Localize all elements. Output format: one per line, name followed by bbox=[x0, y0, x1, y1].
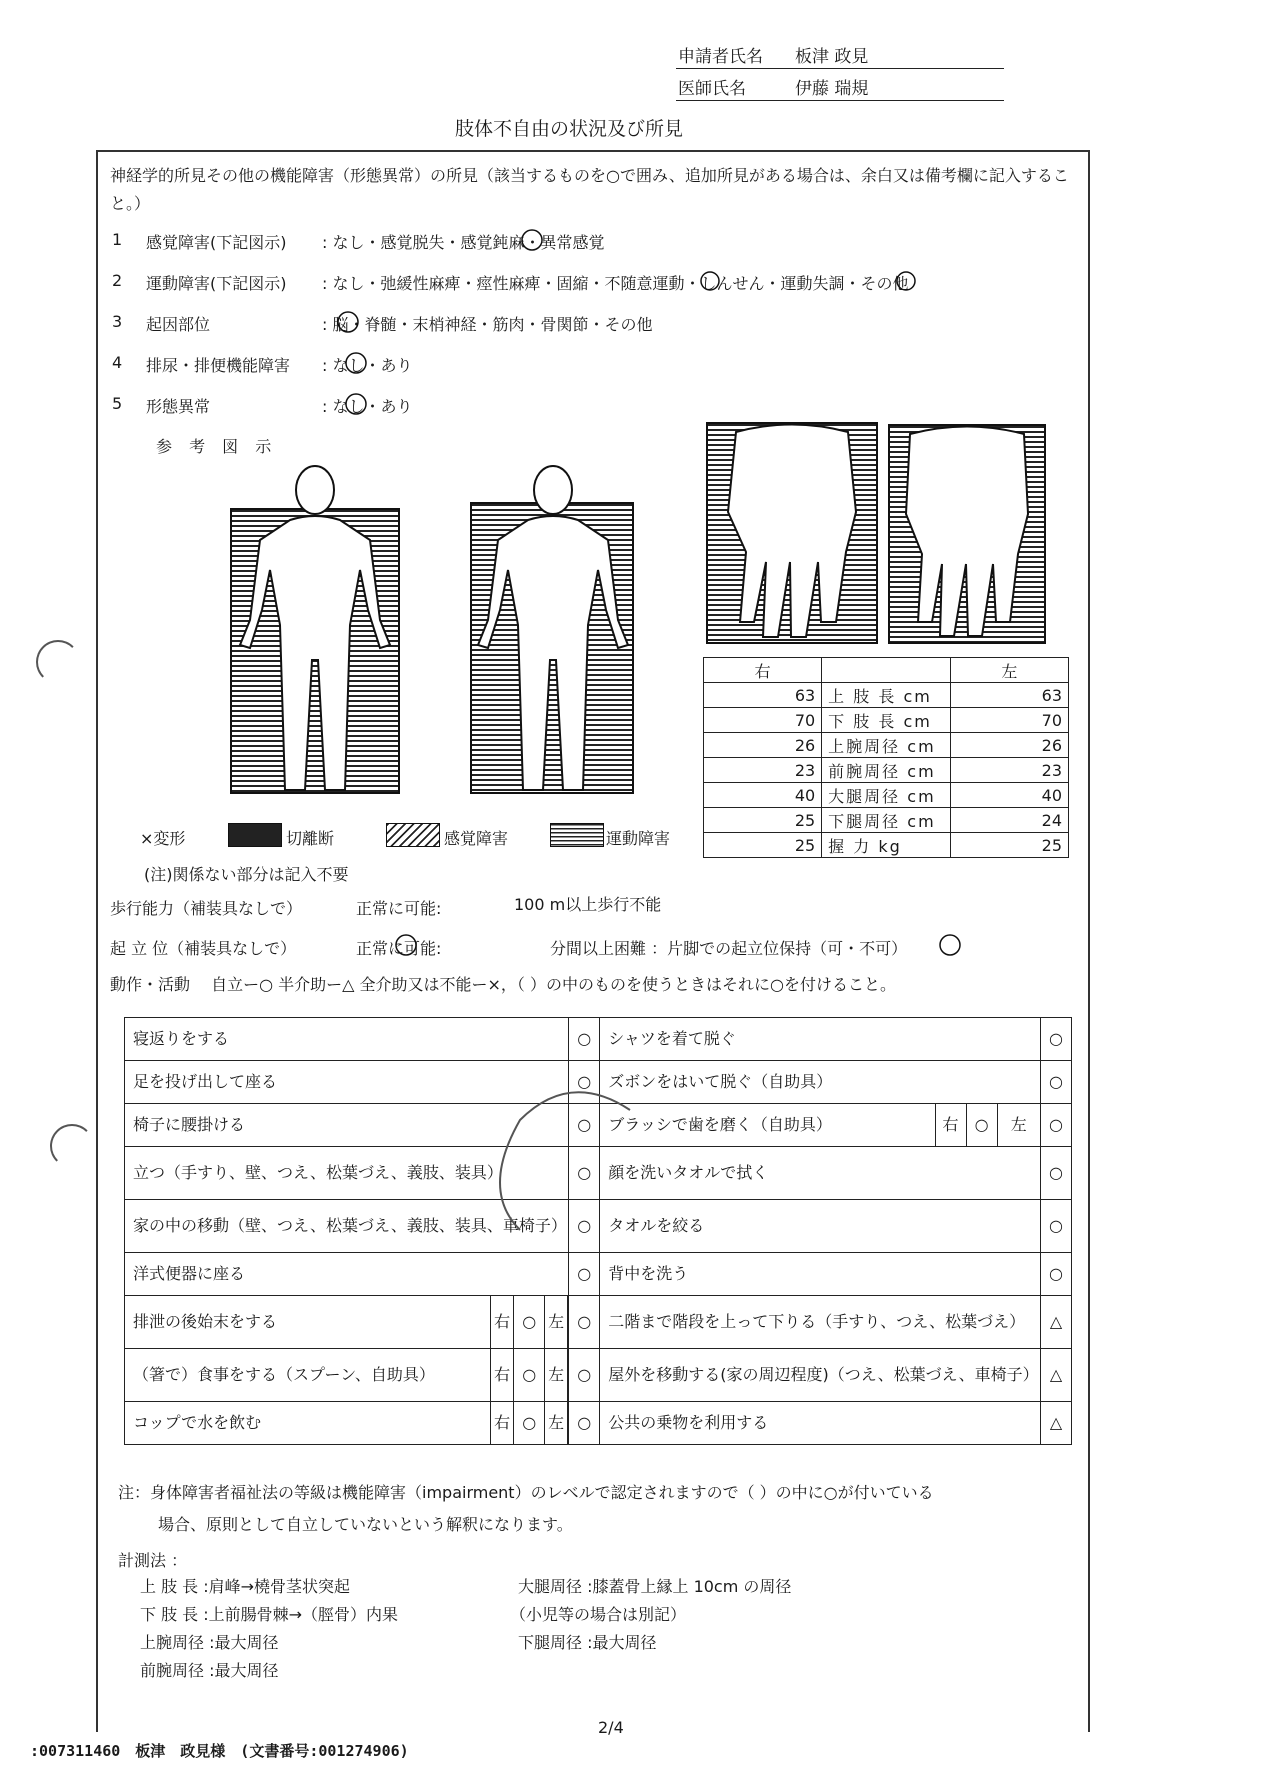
doctor-name: 伊藤 瑞規 bbox=[795, 79, 869, 99]
right-side-label: 右 bbox=[491, 1349, 514, 1402]
left-value: 25 bbox=[950, 833, 1068, 858]
activity-label: 立つ（手すり、壁、つえ、松葉づえ、義肢、装具） bbox=[125, 1147, 569, 1200]
method-item: （小児等の場合は別記） bbox=[510, 1605, 687, 1624]
method-item: 上腕周径 :最大周径 bbox=[140, 1633, 279, 1652]
legend-amputation-swatch bbox=[228, 823, 282, 847]
left-value: 63 bbox=[950, 683, 1068, 708]
body-back-outline bbox=[468, 460, 638, 795]
note-line-1: 注：身体障害者福祉法の等級は機能障害（impairment）のレベルで認定されますので（ ）の中に○が付いている bbox=[118, 1483, 934, 1502]
applicant-label: 申請者氏名 bbox=[678, 47, 763, 67]
finding-options: : なし・あり bbox=[322, 356, 413, 375]
measurement-header-row bbox=[704, 658, 1069, 683]
intro-text: 神経学的所見その他の機能障害（形態異常）の所見（該当するものを○で囲み、追加所見がある場合は、余白又は備考欄に記入すること。） bbox=[110, 166, 1069, 213]
header-left: 左 bbox=[950, 658, 1068, 683]
measure-label: 下腿周径 cm bbox=[822, 808, 951, 833]
method-item: 大腿周径 :膝蓋骨上縁上 10cm の周径 bbox=[518, 1577, 792, 1596]
measure-label: 上腕周径 cm bbox=[822, 733, 951, 758]
legend-deform: ×変形 bbox=[140, 829, 186, 848]
left-side-mark: ○ bbox=[569, 1402, 600, 1445]
activity-mark: ○ bbox=[569, 1104, 600, 1147]
activity-mark: ○ bbox=[1041, 1018, 1072, 1061]
hand-palm-outline bbox=[706, 422, 878, 644]
body-front-outline bbox=[230, 460, 400, 795]
finding-label: 感覚障害(下記図示) bbox=[146, 233, 287, 252]
method-item: 下 肢 長 :上前腸骨棘→（脛骨）内果 bbox=[140, 1605, 399, 1624]
right-value: 23 bbox=[704, 758, 822, 783]
right-value: 25 bbox=[704, 833, 822, 858]
finding-num: 4 bbox=[112, 353, 123, 372]
activity-mark: ○ bbox=[569, 1147, 600, 1200]
activity-label: 排泄の後始末をする bbox=[125, 1296, 491, 1349]
finding-label: 排尿・排便機能障害 bbox=[146, 356, 291, 375]
finding-num: 5 bbox=[112, 394, 123, 413]
activity-mark: △ bbox=[1041, 1402, 1072, 1445]
activity-mark: ○ bbox=[1041, 1061, 1072, 1104]
standing-circle-marks bbox=[390, 930, 990, 960]
reference-label: 参 考 図 示 bbox=[156, 437, 278, 456]
applicant-name: 板津 政見 bbox=[795, 47, 869, 67]
method-item: 上 肢 長 :肩峰→橈骨茎状突起 bbox=[140, 1577, 351, 1596]
method-title: 計測法 ： bbox=[118, 1551, 188, 1570]
finding-num: 2 bbox=[112, 271, 123, 290]
activity-mark: ○ bbox=[1041, 1200, 1072, 1253]
activity-row bbox=[125, 1402, 1072, 1445]
activity-label: 二階まで階段を上って下りる（手すり、つえ、松葉づえ） bbox=[600, 1296, 1041, 1349]
activity-mark: ○ bbox=[1041, 1253, 1072, 1296]
method-item: 前腕周径 :最大周径 bbox=[140, 1661, 279, 1680]
finding-options: : 脳・脊髄・末梢神経・筋肉・骨関節・その他 bbox=[322, 315, 653, 334]
activity-label: コップで水を飲む bbox=[125, 1402, 491, 1445]
activity-mark: ○ bbox=[569, 1018, 600, 1061]
left-value: 24 bbox=[950, 808, 1068, 833]
left-value: 23 bbox=[950, 758, 1068, 783]
activity-label: 寝返りをする bbox=[125, 1018, 569, 1061]
activity-label: 洋式便器に座る bbox=[125, 1253, 569, 1296]
right-side-mark: ○ bbox=[966, 1104, 997, 1147]
finding-options: : なし・感覚脱失・感覚鈍麻・異常感覚 bbox=[322, 233, 605, 252]
activity-label: 顔を洗いタオルで拭く bbox=[600, 1147, 1041, 1200]
left-side-label: 左 bbox=[545, 1402, 568, 1445]
walking-status: 正常に可能: bbox=[356, 899, 442, 918]
finding-label: 起因部位 bbox=[146, 315, 211, 334]
activity-mark: ○ bbox=[569, 1061, 600, 1104]
activity-label: ブラッシで歯を磨く（自助具） bbox=[600, 1104, 935, 1147]
left-value: 70 bbox=[950, 708, 1068, 733]
legend-note: (注)関係ない部分は記入不要 bbox=[144, 865, 349, 884]
measurement-row bbox=[704, 708, 1069, 733]
finding-label: 形態異常 bbox=[146, 397, 211, 416]
right-value: 25 bbox=[704, 808, 822, 833]
right-value: 26 bbox=[704, 733, 822, 758]
left-value: 40 bbox=[950, 783, 1068, 808]
activity-row bbox=[125, 1253, 1072, 1296]
activity-mark: △ bbox=[1041, 1349, 1072, 1402]
punch-hole bbox=[50, 1124, 94, 1168]
right-side-label: 右 bbox=[935, 1104, 966, 1147]
right-side-mark: ○ bbox=[514, 1296, 545, 1349]
activity-label: タオルを絞る bbox=[600, 1200, 1041, 1253]
doctor-label: 医師氏名 bbox=[678, 79, 746, 99]
activity-mark: ○ bbox=[569, 1200, 600, 1253]
measure-label: 大腿周径 cm bbox=[822, 783, 951, 808]
walking-label: 歩行能力（補装具なしで） bbox=[110, 899, 303, 918]
activity-label: （箸で）食事をする（スプーン、自助具） bbox=[125, 1349, 491, 1402]
right-side-mark: ○ bbox=[514, 1402, 545, 1445]
actions-header: 動作・活動 自立ー○ 半介助ー△ 全介助又は不能ー×，（ ）の中のものを使うときはそれに○を付けること。 bbox=[110, 975, 896, 994]
page-number: 2/4 bbox=[598, 1718, 624, 1737]
handwritten-arc bbox=[480, 1080, 680, 1240]
finding-circle-marks bbox=[0, 0, 1279, 460]
right-side-label: 右 bbox=[491, 1402, 514, 1445]
standing-value: 分間以上困難 ：片脚での起立位保持（可・不可） bbox=[550, 939, 908, 958]
finding-options: : なし・あり bbox=[322, 397, 413, 416]
finding-num: 1 bbox=[112, 230, 123, 249]
method-item: 下腿周径 :最大周径 bbox=[518, 1633, 657, 1652]
activity-label: 足を投げ出して座る bbox=[125, 1061, 569, 1104]
activity-label: 屋外を移動する(家の周辺程度)（つえ、松葉づえ、車椅子） bbox=[600, 1349, 1041, 1402]
header-blank bbox=[822, 658, 951, 683]
right-side-mark: ○ bbox=[514, 1349, 545, 1402]
legend-sensory: 感覚障害 bbox=[444, 829, 509, 848]
left-side-label: 左 bbox=[545, 1349, 568, 1402]
footer-text: :007311460 板津 政見様 (文書番号:001274906) bbox=[30, 1742, 409, 1760]
header-right: 右 bbox=[704, 658, 822, 683]
activity-mark: △ bbox=[1041, 1296, 1072, 1349]
activity-row bbox=[125, 1296, 1072, 1349]
legend-motor-swatch bbox=[550, 823, 604, 847]
left-side-label: 左 bbox=[545, 1296, 568, 1349]
measurement-row bbox=[704, 683, 1069, 708]
measurement-table bbox=[703, 657, 1069, 858]
activity-label: シャツを着て脱ぐ bbox=[600, 1018, 1041, 1061]
finding-label: 運動障害(下記図示) bbox=[146, 274, 287, 293]
measure-label: 下 肢 長 cm bbox=[822, 708, 951, 733]
activity-label: 公共の乗物を利用する bbox=[600, 1402, 1041, 1445]
activity-label: ズボンをはいて脱ぐ（自助具） bbox=[600, 1061, 1041, 1104]
activity-label: 家の中の移動（壁、つえ、松葉づえ、義肢、装具、車椅子） bbox=[125, 1200, 569, 1253]
measurement-row bbox=[704, 808, 1069, 833]
activity-label: 背中を洗う bbox=[600, 1253, 1041, 1296]
right-value: 63 bbox=[704, 683, 822, 708]
right-value: 70 bbox=[704, 708, 822, 733]
finding-num: 3 bbox=[112, 312, 123, 331]
right-side-label: 右 bbox=[491, 1296, 514, 1349]
activity-mark: ○ bbox=[1041, 1104, 1072, 1147]
legend-amputation: 切離断 bbox=[286, 829, 335, 848]
left-side-mark: ○ bbox=[569, 1296, 600, 1349]
activity-mark: ○ bbox=[1041, 1147, 1072, 1200]
standing-label: 起 立 位（補装具なしで） bbox=[110, 939, 297, 958]
measurement-row bbox=[704, 833, 1069, 858]
punch-hole bbox=[36, 640, 80, 684]
activity-label: 椅子に腰掛ける bbox=[125, 1104, 569, 1147]
note-line-2: 場合、原則として自立していないという解釈になります。 bbox=[158, 1515, 573, 1534]
finding-options: : なし・弛緩性麻痺・痙性麻痺・固縮・不随意運動・しんせん・運動失調・その他 bbox=[322, 274, 909, 293]
walking-value: 100 m以上歩行不能 bbox=[514, 895, 662, 914]
page-title: 肢体不自由の状況及び所見 bbox=[455, 118, 684, 140]
hand-back-outline bbox=[888, 424, 1046, 644]
activity-row bbox=[125, 1018, 1072, 1061]
activity-mark: ○ bbox=[569, 1253, 600, 1296]
measure-label: 上 肢 長 cm bbox=[822, 683, 951, 708]
activity-row bbox=[125, 1349, 1072, 1402]
right-value: 40 bbox=[704, 783, 822, 808]
standing-status: 正常に可能: bbox=[356, 939, 442, 958]
left-value: 26 bbox=[950, 733, 1068, 758]
measurement-row bbox=[704, 758, 1069, 783]
legend-sensory-swatch bbox=[386, 823, 440, 847]
measurement-row bbox=[704, 733, 1069, 758]
legend-motor: 運動障害 bbox=[606, 829, 671, 848]
measure-label: 前腕周径 cm bbox=[822, 758, 951, 783]
left-side-mark: ○ bbox=[569, 1349, 600, 1402]
measurement-row bbox=[704, 783, 1069, 808]
left-side-label: 左 bbox=[997, 1104, 1040, 1147]
measure-label: 握 力 kg bbox=[822, 833, 951, 858]
